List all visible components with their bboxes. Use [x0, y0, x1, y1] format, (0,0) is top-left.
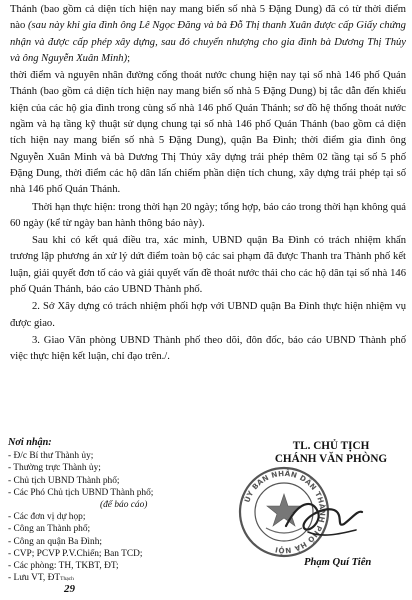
recipient-item: - Các phòng: TH, TKBT, ĐT; — [8, 561, 119, 572]
signature-block — [222, 440, 410, 580]
handwritten-signature-icon — [278, 482, 368, 552]
paragraph-after-investigation: Sau khi có kết quả điều tra, xác minh, UBND quận Ba Đình có trách nhiệm khẩn trương lập phương án xử lý dứt điểm toàn bộ các sai phạm đã được Thanh tra Thành phố kết luận, giải quyết đơn tố cáo và giải quyết vấn đề thoát nước thải cho các hộ dân tại số nhà 146 phố Quán Thánh, báo cáo UBND Thành phố. — [10, 235, 406, 296]
recipients-title: Nơi nhận: — [8, 437, 52, 448]
paragraph-1: Thánh (bao gồm cả diện tích hiện nay mang biển số nhà 5 Đặng Dung) đã có từ thời điểm nào (sau này khi gia đình ông Lê Ngọc Đăng và bà Đỗ Thị thanh Xuân được cấp Giấy chứng nhận và được cấp phép xây dựng, sau đó chuyển nhượng cho gia đình bà Dương Thị Thủy và ông Nguyễn Xuân Minh); — [10, 4, 406, 64]
recipient-item: - Thường trực Thành ủy; — [8, 463, 101, 474]
signer-name: Phạm Quí Tiên — [304, 557, 372, 568]
paragraph-construction-dept: 2. Sở Xây dựng có trách nhiệm phối hợp với UBND quận Ba Đình thực hiện nhiệm vụ được giao. — [10, 301, 406, 329]
recipient-item: - Đ/c Bí thư Thành ủy; — [8, 451, 94, 462]
recipient-item: - Các Phó Chủ tịch UBND Thành phố; — [8, 487, 154, 498]
recipients-block — [8, 437, 228, 595]
page-number: 29 — [64, 583, 75, 595]
paragraph-deadline: Thời hạn thực hiện: trong thời hạn 20 ngày; tổng hợp, báo cáo trong thời hạn không quá 60 ngày (kể từ ngày ban hành thông báo này). — [10, 201, 406, 229]
paragraph-1-italic: (sau này khi gia đình ông Lê Ngọc Đăng và bà Đỗ Thị thanh Xuân được cấp Giấy chứng nhận và được cấp phép xây dựng, sau đó chuyển nhượng cho gia đình bà Dương Thị Thủy và ông Nguyễn Xuân Minh) — [10, 20, 406, 64]
seal-text: ỦY BAN NHÂN DÂN THÀNH PHỐ HÀ NỘI — [242, 468, 328, 556]
recipient-item: - Lưu VT, ĐTThạch — [8, 573, 74, 584]
recipient-item: - Công an quận Ba Đình; — [8, 536, 102, 547]
recipient-item: - Các đơn vị dự họp; — [8, 512, 86, 523]
signature-title-2: CHÁNH VĂN PHÒNG — [274, 453, 388, 465]
recipients-note: (để báo cáo) — [100, 500, 148, 511]
signature-title-1: TL. CHỦ TỊCH — [292, 440, 370, 452]
recipient-item: - CVP; PCVP P.V.Chiến; Ban TCD; — [8, 548, 143, 559]
recipient-item: - Chủ tịch UBND Thành phố; — [8, 475, 120, 486]
paragraph-2: thời điểm và nguyên nhân đường cống thoát nước chung hiện nay tại số nhà 146 phố Quán Thánh (bao gồm cả diện tích hiện nay mang biển số nhà 5 Đặng Dung) bị tắc dẫn đến khiếu kiện của các hộ gia đình trong cùng số nhà 146 phố Quán Thánh; sơ đồ hệ thống thoát nước ngầm và hạ tầng kỹ thuật sử dụng chung tại số nhà 146 phố Quán Thánh (bao gồm cả diện tích hiện nay mang biển số nhà 5 Đặng Dung), quận Ba Đình; thời điểm gia đình ông Nguyễn Xuân Minh và bà Dương Thị Thủy xây dựng trái phép thêm 02 tầng tại số 5 phố Đặng Dung, thời điểm các hộ dân lấn chiếm phần diện tích chung, xây dựng trái phép tại số nhà 146 phố Quán Thánh. — [10, 70, 406, 196]
archive-suffix: Thạch — [60, 576, 74, 583]
paragraph-office-monitoring: 3. Giao Văn phòng UBND Thành phố theo dõi, đôn đốc, báo cáo UBND Thành phố việc thực hiện kết luận, chỉ đạo trên./. — [10, 334, 406, 363]
document-body — [10, 2, 406, 367]
recipient-item: - Công an Thành phố; — [8, 524, 91, 535]
